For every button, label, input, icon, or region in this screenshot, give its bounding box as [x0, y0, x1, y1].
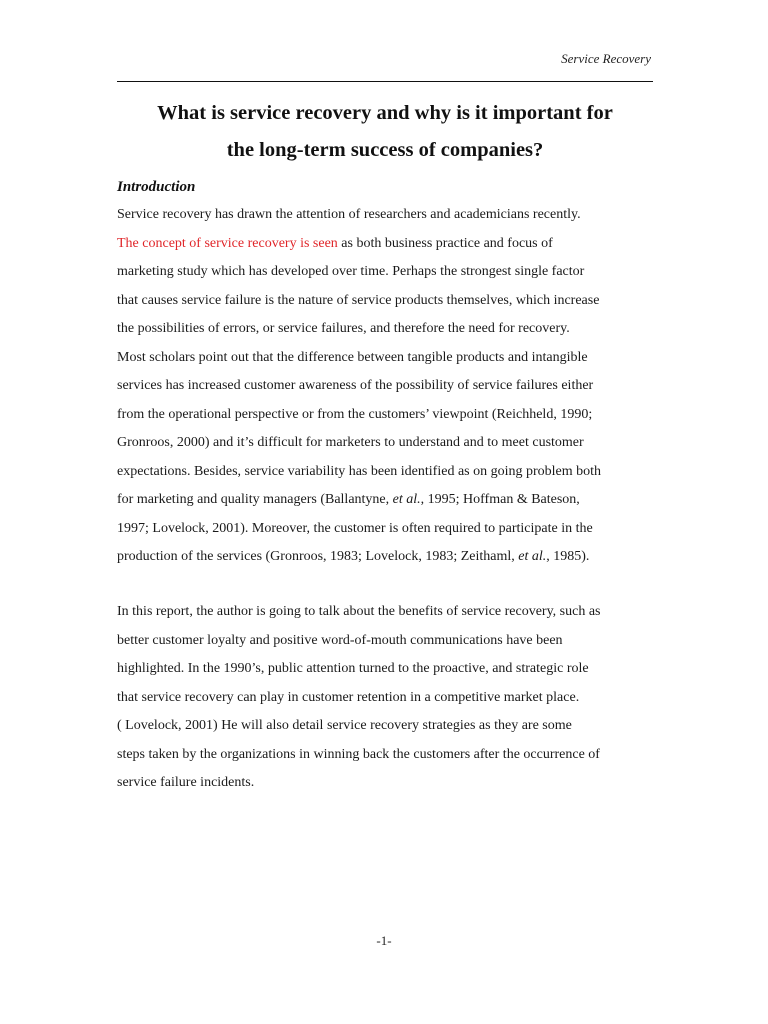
- paragraph-1-line: Service recovery has drawn the attention of researchers and academicians recently.: [117, 207, 581, 222]
- paragraph-1-line: [117, 230, 677, 259]
- paragraph-1-line: from the operational perspective or from the customers’ viewpoint (Reichheld, 1990;: [117, 406, 593, 422]
- running-header: Service Recovery: [561, 51, 651, 66]
- paragraph-2: [117, 598, 677, 798]
- citation-et-al: et al.: [518, 549, 547, 564]
- title-line-1: What is service recovery and why is it important for: [157, 102, 613, 124]
- section-heading-introduction: Introduction: [117, 179, 196, 195]
- paragraph-1-line: services has increased customer awareness of the possibility of service failures either: [117, 378, 594, 393]
- line-text: as both business practice and focus of: [337, 235, 553, 251]
- paragraph-2-line: steps taken by the organizations in winning back the customers after the occurrence of: [117, 746, 600, 762]
- paragraph-1-line: [117, 543, 677, 572]
- paragraph-2-line: ( Lovelock, 2001) He will also detail service recovery strategies as they are some: [117, 718, 572, 733]
- paragraph-1-line: 1997; Lovelock, 2001). Moreover, the customer is often required to participate in the: [117, 520, 593, 536]
- paragraph-2-line: highlighted. In the 1990’s, public attention turned to the proactive, and strategic role: [117, 661, 589, 676]
- paragraph-1-line: that causes service failure is the nature of service products themselves, which increase: [117, 292, 600, 308]
- paragraph-2-line: service failure incidents.: [117, 775, 255, 790]
- paragraph-2-line: better customer loyalty and positive word-of-mouth communications have been: [117, 632, 563, 648]
- paragraph-1-line: expectations. Besides, service variability has been identified as on going problem both: [117, 463, 602, 479]
- line-text: production of the services (Gronroos, 1983; Lovelock, 1983; Zeithaml,: [117, 549, 519, 564]
- paragraph-1-line: the possibilities of errors, or service failures, and therefore the need for recovery.: [117, 321, 570, 336]
- paragraph-1-line: Most scholars point out that the difference between tangible products and intangible: [117, 349, 588, 365]
- paragraph-1-line: marketing study which has developed over time. Perhaps the strongest single factor: [117, 264, 585, 279]
- paragraph-1: [117, 201, 677, 572]
- citation-et-al: et al.: [392, 492, 421, 507]
- line-text: , 1995; Hoffman & Bateson,: [420, 492, 580, 507]
- header-rule: [117, 81, 653, 82]
- paragraph-2-line: that service recovery can play in customer retention in a competitive market place.: [117, 689, 580, 705]
- paragraph-2-line: In this report, the author is going to talk about the benefits of service recovery, such as: [117, 604, 601, 619]
- title-line-2: the long-term success of companies?: [226, 139, 544, 161]
- document-title: [90, 95, 680, 169]
- line-text: for marketing and quality managers (Ballantyne,: [117, 492, 393, 507]
- highlighted-sentence: The concept of service recovery is seen: [117, 235, 338, 251]
- line-text: , 1985).: [546, 549, 590, 564]
- paragraph-1-line: [117, 486, 677, 515]
- paragraph-1-line: Gronroos, 2000) and it’s difficult for marketers to understand and to meet customer: [117, 435, 584, 450]
- page-number: -1-: [376, 933, 392, 948]
